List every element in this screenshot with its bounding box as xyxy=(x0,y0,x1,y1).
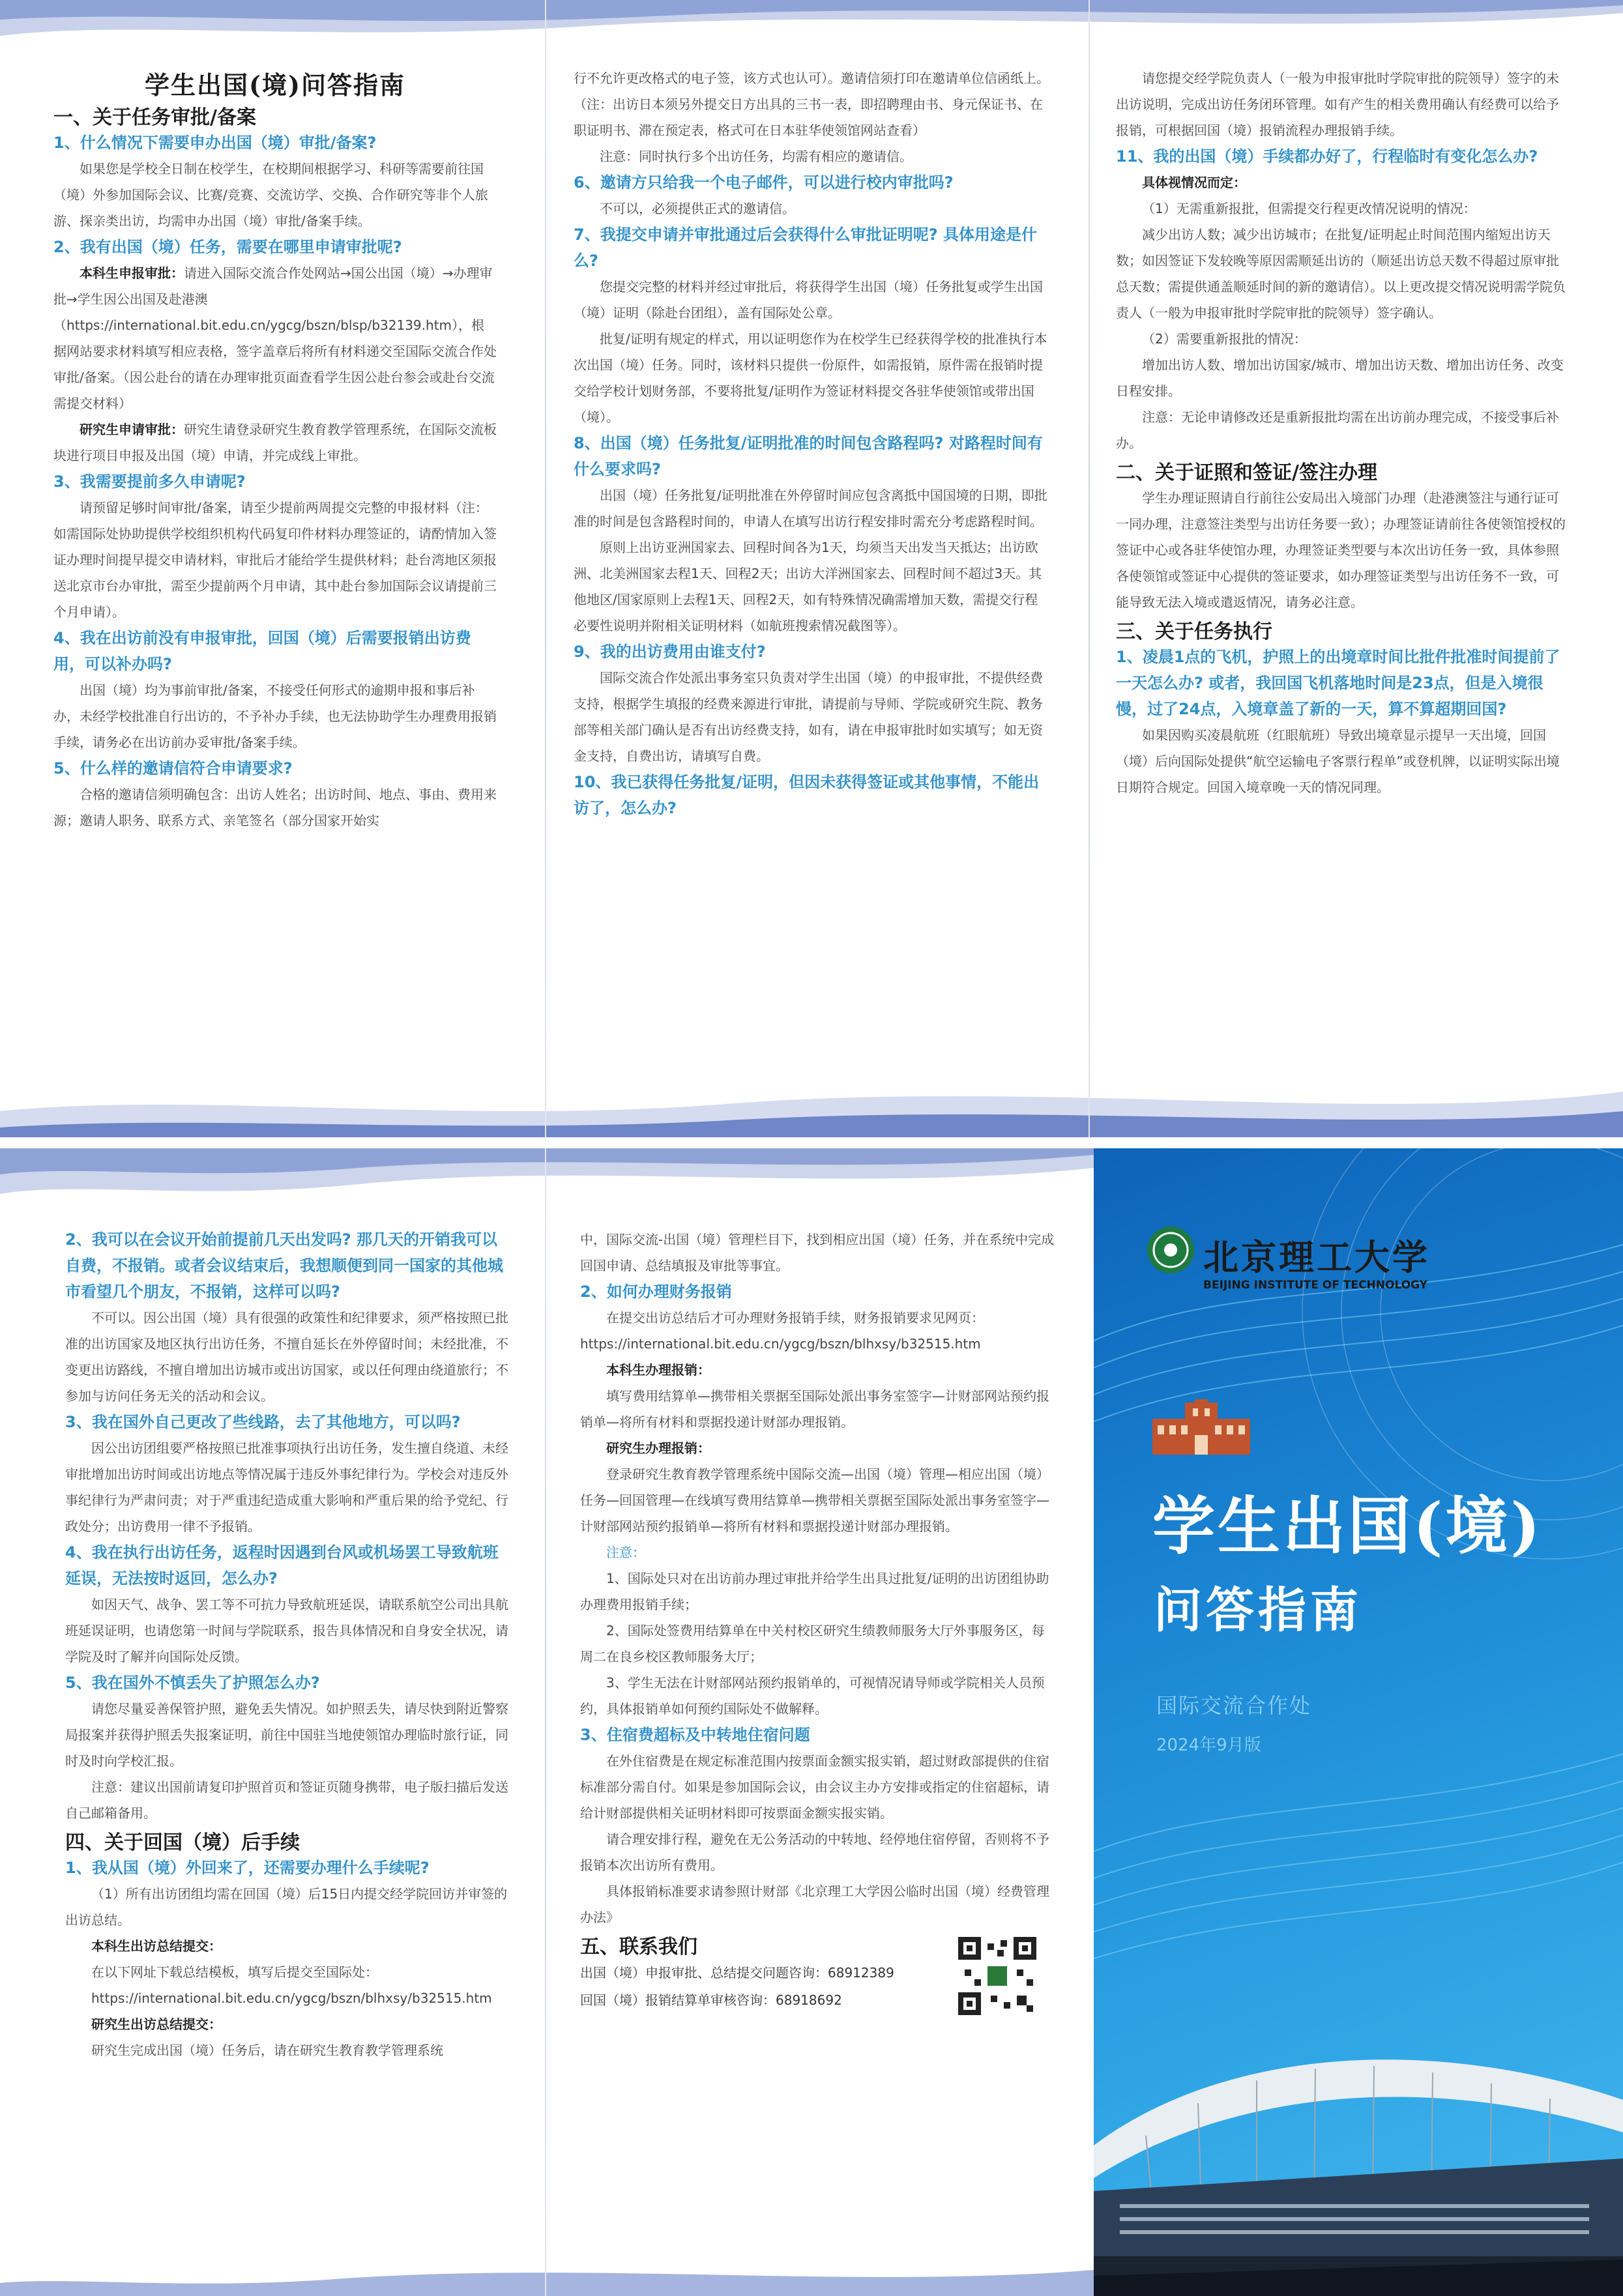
answer: 在提交出访总结后才可办理财务报销手续，财务报销要求见网页： xyxy=(606,1310,984,1326)
answer: （2）需要重新报批的情况： xyxy=(1142,331,1307,347)
top-panel-bottom-wave xyxy=(0,1066,1623,1137)
university-name: 北京理工大学 xyxy=(1203,1236,1430,1278)
question: 8、出国（境）任务批复/证明批准的时间包含路程吗? 对路程时间有什么要求吗? xyxy=(574,434,1043,478)
question: 3、我需要提前多久申请呢? xyxy=(53,472,246,491)
note-item: 3、学生无法在计财部网站预约报销单的，可视情况请导师或学院相关人员预约，具体报销单如何预约国际处不做解释。 xyxy=(580,1675,1045,1717)
bottom-left-column xyxy=(65,1227,508,2282)
cover-date: 2024年9月版 xyxy=(1156,1736,1261,1755)
answer: 学生办理证照请自行前往公安局出入境部门办理（赴港澳签注与通行证可一同办理，注意签注类型与出访任务要一致）；办理签证请前往各使领馆授权的签证中心或各驻华使馆办理，办理签证类型要与本次出访任务一致，具体参照各使领馆或签证中心提供的签证要求，如办理签证类型与出访任务不一致，可能导致无法入境或遣返情况，请务必注意。 xyxy=(1116,490,1566,610)
question: 1、凌晨1点的飞机，护照上的出境章时间比批件批准时间提前了一天怎么办? 或者，我回国飞机落地时间是23点，但是入境很慢，过了24点，入境章盖了新的一天，算不算超期回国? xyxy=(1116,648,1560,718)
answer: 如果因购买凌晨航班（红眼航班）导致出境章显示提早一天出境，回国（境）后向国际处提供“航空运输电子客票行程单”或登机牌，以证明实际出境日期符合规定。回国入境章晚一天的情况同理。 xyxy=(1116,727,1560,795)
answer: 出国（境）任务批复/证明批准在外停留时间应包含离抵中国国境的日期，即批准的时间是包含路程时间的，申请人在填写出访行程安排时需充分考虑路程时间。 xyxy=(574,487,1047,529)
section-heading: 四、关于回国（境）后手续 xyxy=(65,1831,300,1854)
question: 2、我可以在会议开始前提前几天出发吗? 那几天的开销我可以自费，不报销。或者会议结束后，我想顺便到同一国家的其他城市看望几个朋友，不报销，这样可以吗? xyxy=(65,1230,503,1301)
university-logo-icon xyxy=(1146,1225,1195,1275)
qr-code-icon xyxy=(958,1937,1036,2015)
question: 2、如何办理财务报销 xyxy=(580,1283,732,1301)
contact-line: 出国（境）申报审批、总结提交问题咨询：68912389 xyxy=(580,1965,894,1981)
question: 5、我在国外不慎丢失了护照怎么办? xyxy=(65,1674,320,1692)
answer: 不可以。因公出国（境）具有很强的政策性和纪律要求，须严格按照已批准的出访国家及地区执行出访任务，不擅自延长在外停留时间；未经批准，不变更出访路线，不擅自增加出访城市或出访国家，或以任何理由绕道旅行；不参加与访问任务无关的活动和会议。 xyxy=(65,1310,508,1404)
answer: 不可以，必须提供正式的邀请信。 xyxy=(600,201,795,216)
note: 注意：无论申请修改还是重新报批均需在出访前办理完成，不接受事后补办。 xyxy=(1116,409,1559,451)
university-name-en: BEIJING INSTITUTE OF TECHNOLOGY xyxy=(1203,1279,1428,1292)
question: 4、我在出访前没有申报审批，回国（境）后需要报销出访费用，可以补办吗? xyxy=(53,629,471,673)
middle-column xyxy=(574,65,1049,1069)
answer: 减少出访人数；减少出访城市；在批复/证明起止时间范围内缩短出访天数；如因签证下发较晚等原因需顺延出访的（顺延出访总天数不得超过原审批总天数；需提供通盖顺延时间的新的邀请信）。以上更改提交情况说明需学院负责人（一般为申报审批时学院审批的院领导）签字确认。 xyxy=(1116,227,1566,321)
question: 3、我在国外自己更改了些线路，去了其他地方，可以吗? xyxy=(65,1413,461,1431)
cover-department: 国际交流合作处 xyxy=(1156,1693,1312,1718)
note-item: 1、国际处只对在出访前办理过审批并给学生出具过批复/证明的出访团组协助办理费用报销手续； xyxy=(580,1571,1049,1612)
fold-line xyxy=(545,1148,546,2296)
answer: 在外住宿费是在规定标准范围内按票面金额实报实销，超过财政部提供的住宿标准部分需自付。如果是参加国际会议，由会议主办方安排或指定的住宿超标，请给计财部提供相关证明材料即可按票面金额实报实销。 xyxy=(580,1753,1049,1821)
answer: 出国（境）均为事前审批/备案，不接受任何形式的逾期申报和事后补办，未经学校批准自行出访的，不予补办手续，也无法协助学生办理费用报销手续，请务必在出访前办妥审批/备案手续。 xyxy=(53,682,497,750)
answer: 填写费用结算单—携带相关票据至国际处派出事务室签字—计财部网站预约报销单—将所有材料和票据投递计财部办理报销。 xyxy=(580,1388,1049,1430)
cover-panel xyxy=(1094,1148,1623,2296)
question: 3、住宿费超标及中转地住宿问题 xyxy=(580,1726,810,1744)
question: 11、我的出国（境）手续都办好了，行程临时有变化怎么办? xyxy=(1116,147,1538,166)
answer: 如果您是学校全日制在校学生，在校期间根据学习、科研等需要前往国（境）外参加国际会议、比赛/竞赛、交流访学、交换、合作研究等非个人旅游、探亲类出访，均需申办出国（境）审批/备案手续。 xyxy=(53,161,488,229)
answer: 如因天气、战争、罢工等不可抗力导致航班延误，请联系航空公司出具航班延误证明，也请您第一时间与学院联系，报告具体情况和自身安全状况，请学院及时了解并向国际处反馈。 xyxy=(65,1597,508,1664)
question: 1、什么情况下需要申办出国（境）审批/备案? xyxy=(53,134,377,152)
answer: 登录研究生教育教学管理系统中国际交流—出国（境）管理—相应出国（境）任务—回国管理—在线填写费用结算单—携带相关票据至国际处派出事务室签字—计财部网站预约报销单—将所有材料和票据投递计财部办理报销。 xyxy=(580,1466,1049,1534)
top-panel xyxy=(0,0,1623,1137)
answer-heading: 具体视情况而定： xyxy=(1142,175,1246,190)
bottom-middle-column xyxy=(580,1227,1056,2282)
question: 4、我在执行出访任务，返程时因遇到台风或机场罢工导致航班延误，无法按时返回，怎么办? xyxy=(65,1543,499,1588)
answer: 具体报销标准要求请参照计财部《北京理工大学因公临时出国（境）经费管理办法》 xyxy=(580,1883,1049,1925)
note-heading: 注意： xyxy=(606,1545,645,1560)
answer: （1）所有出访团组均需在回国（境）后15日内提交经学院回访并审签的出访总结。 xyxy=(65,1886,508,1928)
answer: 行不允许更改格式的电子签，该方式也认可）。邀请信须打印在邀请单位信函纸上。（注：出访日本须另外提交日方出具的三书一表，即招聘理由书、身元保证书、在职证明书、滞在预定表，格式可在日本驻华使领馆网站查看） xyxy=(574,70,1049,138)
answer: 中，国际交流-出国（境）管理栏目下，找到相应出国（境）任务，并在系统中完成回国申请、总结填报及审批等事宜。 xyxy=(580,1232,1055,1273)
answer: 原则上出访亚洲国家去、回程时间各为1天，均须当天出发当天抵达；出访欧洲、北美洲国家去程1天、回程2天；出访大洋洲国家去、回程时间不超过3天。其他地区/国家原则上去程1天、回程2天，如有特殊情况确需增加天数，需提交行程必要性说明并附相关证明材料（如航班搜索情况截图等）。 xyxy=(574,540,1042,633)
label: 研究生申请审批： xyxy=(80,422,184,437)
answer-text: 请进入国际交流合作处网站→国公出国（境）→办理审批→学生因公出国及赴港澳（https://international.bit.edu.cn/ygcg/bszn/blsp/b32139.htm），根据网站要求材料填写相应表格，签字盖章后将所有材料递交至国际交流合作处审批/备案。（因公赴台的请在办理审批页面查看学生因公赴台参会或赴台交流需提交材料） xyxy=(53,265,497,411)
section-heading: 一、关于任务审批/备案 xyxy=(53,106,256,129)
bottom-panel xyxy=(0,1148,1094,2296)
url-text: https://international.bit.edu.cn/ygcg/bszn/blhxsy/b32515.htm xyxy=(580,1336,981,1352)
note-item: 2、国际处签费用结算单在中关村校区研究生绩教师服务大厅外事服务区，每周二在良乡校区教师服务大厅； xyxy=(580,1623,1045,1664)
contact-line: 回国（境）报销结算单审核咨询：68918692 xyxy=(580,1992,842,2008)
answer: 请您尽量妥善保管护照，避免丢失情况。如护照丢失，请尽快到附近警察局报案并获得护照丢失报案证明，前往中国驻当地使领馆办理临时旅行证，同时及时向学校汇报。 xyxy=(65,1701,508,1769)
page-title: 学生出国(境)问答指南 xyxy=(145,70,405,100)
answer: 合格的邀请信须明确包含：出访人姓名；出访时间、地点、事由、费用来源；邀请人职务、联系方式、亲笔签名（部分国家开始实 xyxy=(53,787,497,828)
answer: 请您提交经学院负责人（一般为申报审批时学院审批的院领导）签字的未出访说明，完成出访任务闭环管理。如有产生的相关费用确认有经费可以给予报销，可根据回国（境）报销流程办理报销手续。 xyxy=(1116,70,1559,138)
answer: 增加出访人数、增加出访国家/城市、增加出访天数、增加出访任务、改变日程安排。 xyxy=(1116,357,1564,399)
fold-line xyxy=(1089,0,1090,1137)
answer-heading: 研究生办理报销： xyxy=(606,1440,710,1456)
question: 5、什么样的邀请信符合申请要求? xyxy=(53,759,293,777)
answer-heading: 本科生出访总结提交： xyxy=(91,1938,222,1954)
answer: 您提交完整的材料并经过审批后，将获得学生出国（境）任务批复或学生出国（境）证明（除赴台团组），盖有国际处公章。 xyxy=(574,279,1043,321)
answer: 因公出访团组要严格按照已批准事项执行出访任务，发生擅自绕道、未经审批增加出访时间或出访地点等情况属于违反外事纪律行为。学校会对违反外事纪律行为严肃问责；对于严重违纪造成重大影响和严重后果的给予党纪、行政处分；出访费用一律不予报销。 xyxy=(65,1440,508,1534)
url-text: https://international.bit.edu.cn/ygcg/bszn/blhxsy/b32515.htm xyxy=(91,1990,492,2006)
top-wave-decoration xyxy=(0,0,1623,59)
question: 1、我从国（境）外回来了，还需要办理什么手续呢? xyxy=(65,1859,430,1877)
question: 7、我提交申请并审批通过后会获得什么审批证明呢? 具体用途是什么? xyxy=(574,225,1037,270)
label: 本科生申报审批： xyxy=(80,265,184,281)
right-column xyxy=(1116,65,1566,1069)
fold-line xyxy=(545,0,546,1137)
answer-heading: 本科生办理报销： xyxy=(606,1362,710,1378)
answer xyxy=(53,416,497,469)
section-heading: 二、关于证照和签证/签注办理 xyxy=(1116,461,1377,484)
answer: 研究生完成出国（境）任务后，请在研究生教育教学管理系统 xyxy=(91,2042,443,2058)
contact-block xyxy=(580,1930,1056,2014)
bottom-top-wave xyxy=(0,1148,1094,1233)
left-column xyxy=(53,65,497,1069)
building-icon xyxy=(1152,1399,1250,1455)
stadium-illustration xyxy=(1094,1996,1623,2296)
answer: （1）无需重新报批，但需提交行程更改情况说明的情况： xyxy=(1142,201,1476,216)
question: 2、我有出国（境）任务，需要在哪里申请审批呢? xyxy=(53,238,402,256)
question: 9、我的出访费用由谁支付? xyxy=(574,643,766,661)
answer-text: 研究生请登录研究生教育教学管理系统，在国际交流板块进行项目申报及出国（境）申请，并完成线上审批。 xyxy=(53,422,497,463)
cover-title: 学生出国(境) xyxy=(1152,1489,1543,1563)
note: 注意：建议出国前请复印护照首页和签证页随身携带，电子版扫描后发送自己邮箱备用。 xyxy=(65,1779,508,1821)
answer xyxy=(53,260,497,416)
answer-heading: 研究生出访总结提交： xyxy=(91,2016,222,2032)
answer: 请预留足够时间审批/备案，请至少提前两周提交完整的申报材料（注：如需国际处协助提供学校组织机构代码复印件材料办理签证的，请酌情加入签证办理时间提早提交申请材料，审批后才能给学生提供材料；赴台湾地区须报送北京市台办审批，需至少提前两个月申请，其中赴台参加国际会议请提前三个月申请）。 xyxy=(53,500,497,620)
note: 注意：同时执行多个出访任务，均需有相应的邀请信。 xyxy=(600,149,913,164)
cover-subtitle: 问答指南 xyxy=(1154,1582,1362,1638)
section-heading: 五、联系我们 xyxy=(580,1936,697,1958)
answer: 国际交流合作处派出事务室只负责对学生出国（境）的申报审批，不提供经费支持，根据学生填报的经费来源进行审批，请提前与导师、学院或研究生院、教务部等相关部门确认是否有出访经费支持，如有，请在申报审批时如实填写；如无资金支持，自费出访，请填写自费。 xyxy=(574,670,1043,764)
answer: 批复/证明有规定的样式，用以证明您作为在校学生已经获得学校的批准执行本次出国（境）任务。同时，该材料只提供一份原件，如需报销，原件需在报销时提交给学校计划财务部，不要将批复/证明作为签证材料提交各驻华使领馆或带出国（境）。 xyxy=(574,331,1047,425)
answer: 在以下网址下载总结模板，填写后提交至国际处： xyxy=(91,1964,378,1980)
question: 10、我已获得任务批复/证明，但因未获得签证或其他事情，不能出访了，怎么办? xyxy=(574,773,1040,817)
answer: 请合理安排行程，避免在无公务活动的中转地、经停地住宿停留，否则将不予报销本次出访所有费用。 xyxy=(580,1831,1049,1873)
section-heading: 三、关于任务执行 xyxy=(1116,620,1272,643)
question: 6、邀请方只给我一个电子邮件，可以进行校内审批吗? xyxy=(574,173,954,192)
